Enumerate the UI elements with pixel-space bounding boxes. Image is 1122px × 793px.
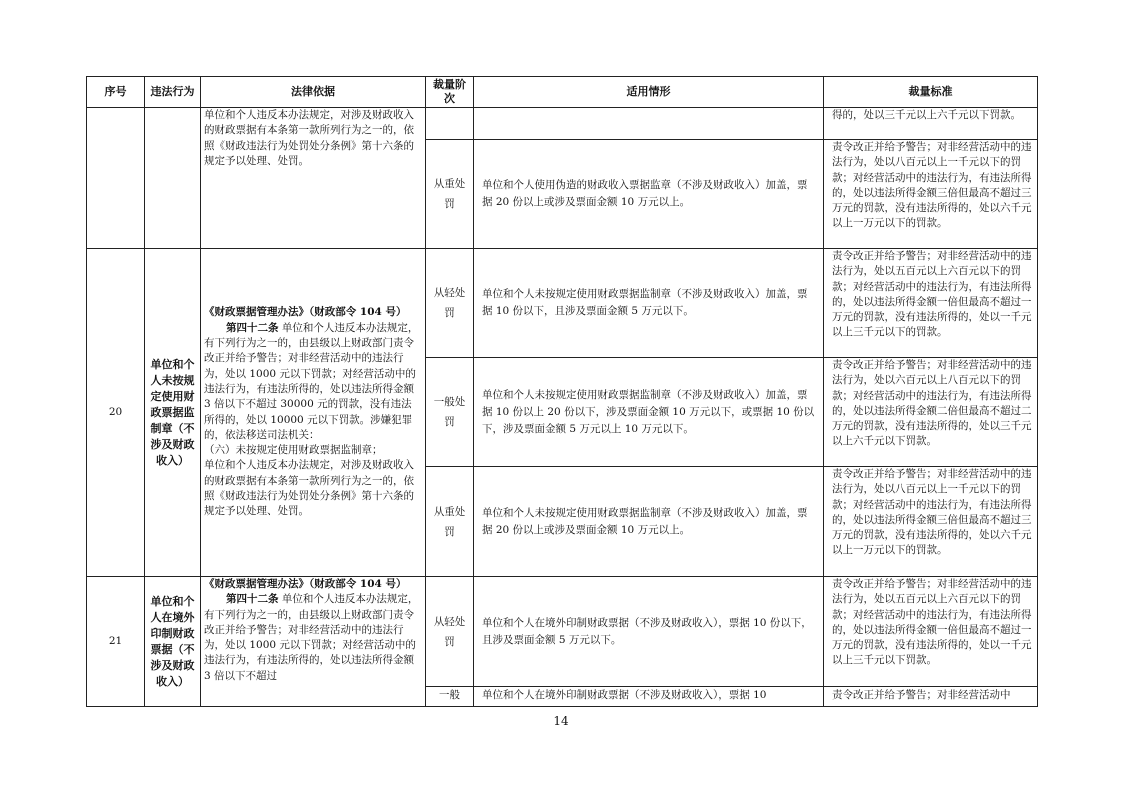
cell-standard: 责令改正并给予警告；对非经营活动中的违法行为，处以八百元以上一千元以下的罚款；对经营活动中的违法行为，有违法所得的，处以违法所得金额三倍但最高不超过三万元的罚款，没有违法所得的，处以六千元以上一万元以下的罚款。 bbox=[824, 140, 1038, 249]
cell-standard: 得的，处以三千元以上六千元以下罚款。 bbox=[824, 108, 1038, 140]
basis-article: 第四十二条 bbox=[226, 593, 279, 606]
cell-standard: 责令改正并给予警告；对非经营活动中的违法行为，处以六百元以上八百元以下的罚款；对经营活动中的违法行为，有违法所得的，处以违法所得金额二倍但最高不超过二万元的罚款，没有违法所得的，处以三千元以上六千元以下罚款。 bbox=[824, 358, 1038, 467]
cell-no: 20 bbox=[87, 249, 145, 577]
cell-legal-basis bbox=[201, 577, 426, 707]
cell-level: 从重处罚 bbox=[426, 467, 474, 577]
table-row bbox=[87, 108, 1038, 140]
table-row bbox=[87, 577, 1038, 687]
cell-standard: 责令改正并给予警告；对非经营活动中的违法行为，处以五百元以上六百元以下的罚款；对经营活动中的违法行为，有违法所得的，处以违法所得金额一倍但最高不超过一万元的罚款，没有违法所得的，处以一千元以上三千元以下的罚款。 bbox=[824, 249, 1038, 358]
cell-situation bbox=[474, 108, 824, 140]
basis-title: 《财政票据管理办法》（财政部令 104 号） bbox=[204, 306, 407, 319]
cell-situation: 单位和个人在境外印制财政票据（不涉及财政收入），票据 10 份以下，且涉及票面金额 5 万元以下。 bbox=[474, 577, 824, 687]
header-no: 序号 bbox=[87, 77, 145, 108]
table-header-row bbox=[87, 77, 1038, 108]
cell-level: 一般 bbox=[426, 687, 474, 707]
cell-standard: 责令改正并给予警告；对非经营活动中 bbox=[824, 687, 1038, 707]
basis-article: 第四十二条 bbox=[226, 321, 279, 334]
basis-tail: 单位和个人违反本办法规定，对涉及财政收入的财政票据有本条第一款所列行为之一的，依照《财政违法行为处罚处分条例》第十六条的规定予以处理、处罚。 bbox=[204, 459, 414, 518]
cell-standard: 责令改正并给予警告；对非经营活动中的违法行为，处以八百元以上一千元以下的罚款；对经营活动中的违法行为，有违法所得的，处以违法所得金额三倍但最高不超过三万元的罚款，没有违法所得的，处以六千元以上一万元以下的罚款。 bbox=[824, 467, 1038, 577]
cell-legal-basis: 单位和个人违反本办法规定，对涉及财政收入的财政票据有本条第一款所列行为之一的，依照《财政违法行为处罚处分条例》第十六条的规定予以处理、处罚。 bbox=[201, 108, 426, 249]
cell-no: 21 bbox=[87, 577, 145, 707]
cell-standard: 责令改正并给予警告；对非经营活动中的违法行为，处以五百元以上六百元以下的罚款；对经营活动中的违法行为，有违法所得的，处以违法所得金额一倍但最高不超过一万元的罚款，没有违法所得的，处以一千元以上三千元以下罚款。 bbox=[824, 577, 1038, 687]
header-standard: 裁量标准 bbox=[824, 77, 1038, 108]
header-violation: 违法行为 bbox=[145, 77, 201, 108]
cell-level bbox=[426, 108, 474, 140]
cell-situation: 单位和个人在境外印制财政票据（不涉及财政收入），票据 10 bbox=[474, 687, 824, 707]
cell-level: 从轻处罚 bbox=[426, 249, 474, 358]
cell-situation: 单位和个人未按规定使用财政票据监制章（不涉及财政收入）加盖，票据 20 份以上或涉及票面金额 10 万元以上。 bbox=[474, 467, 824, 577]
page-number: 14 bbox=[553, 714, 569, 728]
cell-situation: 单位和个人未按规定使用财政票据监制章（不涉及财政收入）加盖，票据 10 份以下，且涉及票面金额 5 万元以下。 bbox=[474, 249, 824, 358]
cell-legal-basis bbox=[201, 249, 426, 577]
basis-title: 《财政票据管理办法》（财政部令 104 号） bbox=[204, 578, 407, 590]
table-row bbox=[87, 249, 1038, 358]
cell-no bbox=[87, 108, 145, 249]
penalty-standards-table bbox=[86, 76, 1038, 707]
header-legal-basis: 法律依据 bbox=[201, 77, 426, 108]
cell-level: 从轻处罚 bbox=[426, 577, 474, 687]
cell-level: 从重处罚 bbox=[426, 140, 474, 249]
cell-violation: 单位和个人在境外印制财政票据（不涉及财政收入） bbox=[145, 577, 201, 707]
cell-level: 一般处罚 bbox=[426, 358, 474, 467]
header-level: 裁量阶次 bbox=[426, 77, 474, 108]
cell-violation bbox=[145, 108, 201, 249]
cell-violation: 单位和个人未按规定使用财政票据监制章（不涉及财政收入） bbox=[145, 249, 201, 577]
header-situation: 适用情形 bbox=[474, 77, 824, 108]
basis-body: 单位和个人违反本办法规定，有下列行为之一的，由县级以上财政部门责令改正并给予警告；对非经营活动中的违法行为，处以 1000 元以下罚款；对经营活动中的违法行为，有违法所得的，处以违法所得金额 3 倍以下不超过 bbox=[204, 593, 419, 682]
cell-situation: 单位和个人未按规定使用财政票据监制章（不涉及财政收入）加盖，票据 10 份以上 20 份以下，涉及票面金额 10 万元以下，或票据 10 份以下，涉及票面金额 5 万元以上 10 万元以下。 bbox=[474, 358, 824, 467]
basis-body: 单位和个人违反本办法规定，有下列行为之一的，由县级以上财政部门责令改正并给予警告；对非经营活动中的违法行为，处以 1000 元以下罚款；对经营活动中的违法行为，有违法所得的，处以违法所得金额 3 倍以下不超过 30000 元的罚款，没有违法所得的，处以 10000 元以下罚款。涉嫌犯罪的，依法移送司法机关： bbox=[204, 321, 419, 441]
basis-item: （六）未按规定使用财政票据监制章； bbox=[204, 444, 383, 457]
cell-situation: 单位和个人使用伪造的财政收入票据监章（不涉及财政收入）加盖，票据 20 份以上或涉及票面金额 10 万元以上。 bbox=[474, 140, 824, 249]
